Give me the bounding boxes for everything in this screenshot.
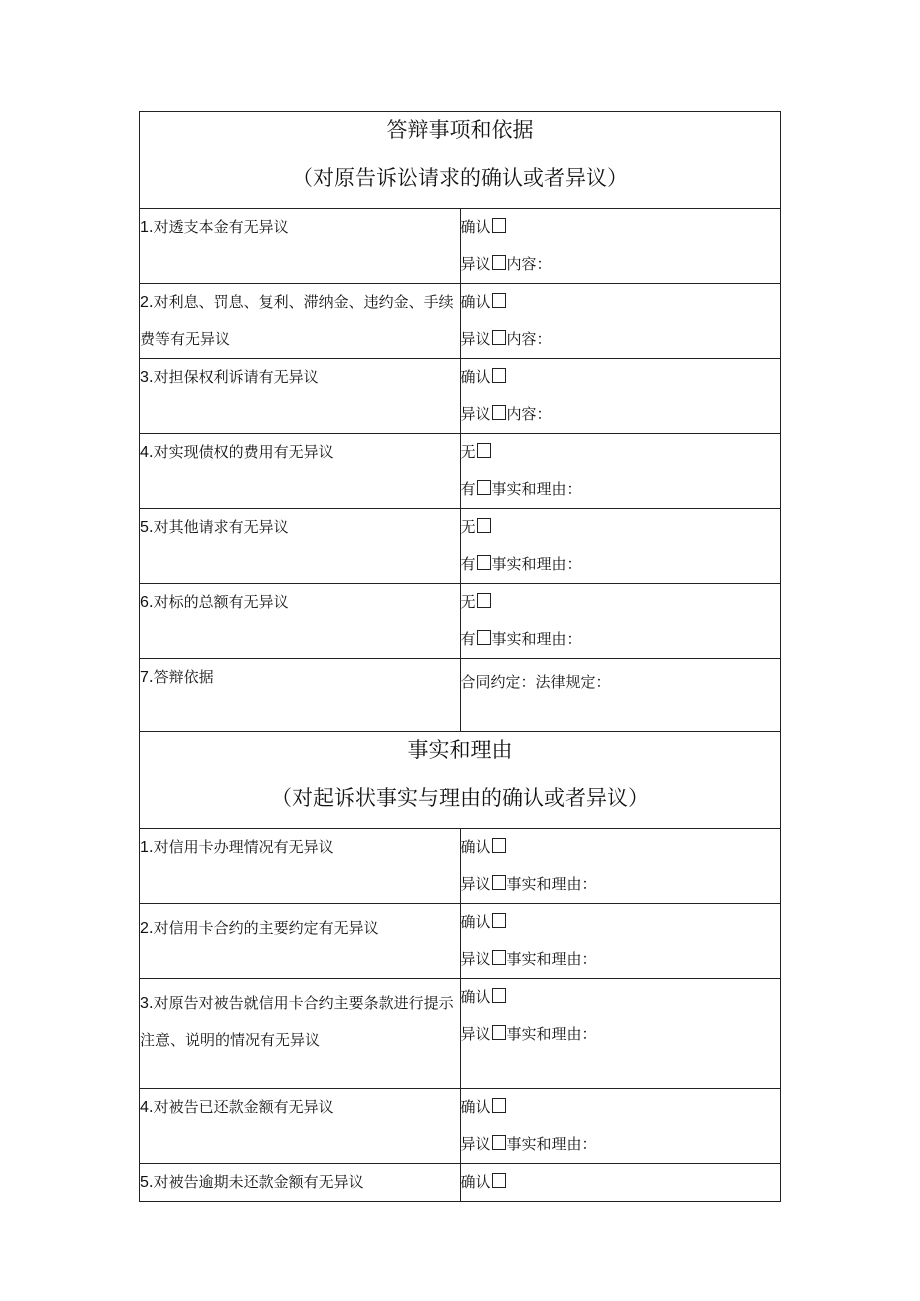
table-row [140, 434, 781, 509]
checkbox[interactable] [492, 255, 506, 270]
table-row [140, 1164, 781, 1202]
section2-title: 事实和理由 [407, 738, 513, 762]
checkbox[interactable] [492, 368, 506, 383]
answer-cell: 确认 异议 事实和理由： [460, 904, 781, 979]
checkbox[interactable] [492, 838, 506, 853]
answer-cell: 确认 异议 事实和理由： [460, 979, 781, 1089]
answer-cell: 无 有 事实和理由： [460, 509, 781, 584]
checkbox[interactable] [492, 1025, 506, 1040]
question-cell: 1.对透支本金有无异议 [140, 209, 461, 284]
table-row [140, 284, 781, 359]
checkbox[interactable] [492, 950, 506, 965]
section1-header [140, 112, 781, 209]
table-row [140, 659, 781, 732]
checkbox[interactable] [492, 1098, 506, 1113]
defense-form-table [139, 111, 781, 1202]
question-cell: 5.对被告逾期未还款金额有无异议 [140, 1164, 461, 1202]
answer-cell: 确认 异议 内容： [460, 284, 781, 359]
question-cell: 1.对信用卡办理情况有无异议 [140, 829, 461, 904]
checkbox[interactable] [492, 988, 506, 1003]
table-row [140, 359, 781, 434]
checkbox[interactable] [492, 875, 506, 890]
checkbox[interactable] [477, 630, 491, 645]
table-row [140, 979, 781, 1089]
question-cell: 3.对担保权利诉请有无异议 [140, 359, 461, 434]
table-row [140, 509, 781, 584]
checkbox[interactable] [477, 443, 491, 458]
answer-cell: 确认 异议 内容： [460, 359, 781, 434]
question-cell: 3.对原告对被告就信用卡合约主要条款进行提示注意、说明的情况有无异议 [140, 979, 461, 1089]
table-row [140, 904, 781, 979]
checkbox[interactable] [492, 1173, 506, 1188]
answer-cell [460, 659, 781, 732]
checkbox[interactable] [477, 555, 491, 570]
checkbox[interactable] [477, 518, 491, 533]
section2-header [140, 732, 781, 829]
answer-cell: 确认 异议 事实和理由： [460, 1089, 781, 1164]
checkbox[interactable] [477, 480, 491, 495]
checkbox[interactable] [492, 330, 506, 345]
question-cell: 4.对被告已还款金额有无异议 [140, 1089, 461, 1164]
checkbox[interactable] [492, 218, 506, 233]
section1-subtitle: （对原告诉讼请求的确认或者异议） [292, 166, 628, 190]
table-row [140, 1089, 781, 1164]
answer-cell: 确认 [460, 1164, 781, 1202]
section1-title: 答辩事项和依据 [386, 118, 534, 142]
question-cell: 2.对利息、罚息、复利、滞纳金、违约金、手续费等有无异议 [140, 284, 461, 359]
question-cell: 5.对其他请求有无异议 [140, 509, 461, 584]
checkbox[interactable] [477, 593, 491, 608]
table-row [140, 829, 781, 904]
defense-basis-text: 合同约定：法律规定： [460, 673, 611, 691]
answer-cell: 确认 异议 内容： [460, 209, 781, 284]
question-cell: 4.对实现债权的费用有无异议 [140, 434, 461, 509]
checkbox[interactable] [492, 405, 506, 420]
section2-subtitle: （对起诉状事实与理由的确认或者异议） [271, 786, 649, 810]
answer-cell: 确认 异议 事实和理由： [460, 829, 781, 904]
question-cell: 2.对信用卡合约的主要约定有无异议 [140, 904, 461, 979]
checkbox[interactable] [492, 1135, 506, 1150]
answer-cell: 无 有 事实和理由： [460, 584, 781, 659]
question-cell: 7.答辩依据 [140, 659, 461, 732]
question-cell: 6.对标的总额有无异议 [140, 584, 461, 659]
table-row [140, 584, 781, 659]
checkbox[interactable] [492, 293, 506, 308]
checkbox[interactable] [492, 913, 506, 928]
table-row [140, 209, 781, 284]
answer-cell: 无 有 事实和理由： [460, 434, 781, 509]
